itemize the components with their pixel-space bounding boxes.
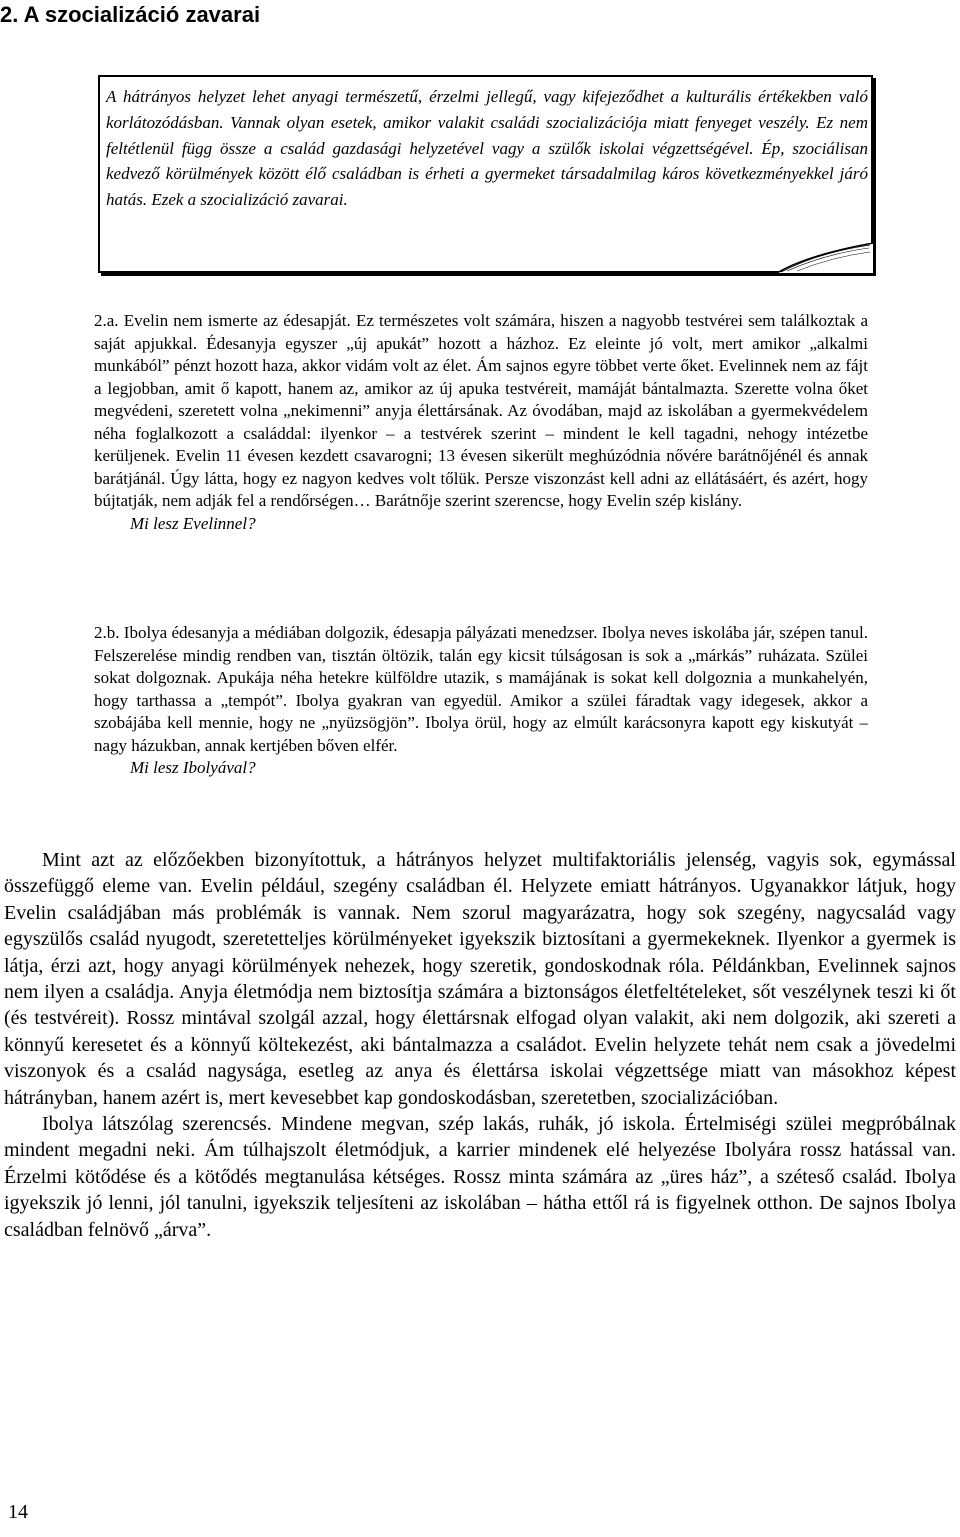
page-number: 14 [8,1501,28,1523]
case-b-paragraph [94,622,868,757]
case-b-title: 2.b. Ibolya édesanyja a médiában dolgozik, édesapja pályázati menedzser. [94,623,598,642]
section-heading: 2. A szocializáció zavarai [0,2,261,27]
case-a-paragraph [94,310,868,513]
callout-text: A hátrányos helyzet lehet anyagi természetű, érzelmi jellegű, vagy kifejeződhet a kulturális értékekben való korlátozódásban. Vannak olyan esetek, amikor valakit családi szocializációja miatt fenyeget veszély. Ez nem feltétlenül függ össze a család gazdasági helyzetével vagy a szülők iskolai végzettségével. Ép, szociálisan kedvező körülmények között élő családban is érheti a gyermeket társadalmilag káros következményekkel járó hatás. Ezek a szocializáció zavarai. [106,87,868,210]
case-b-body: Ibolya neves iskolába jár, szépen tanul. Felszerelése mindig rendben van, tisztán öltözik, talán egy kicsit túlságosan is sok a „márkás” ruházata. Szülei sokat dolgoznak. Apukája néha hetekre külföldre utazik, s mamájának is sokat kell dolgoznia a munkahelyén, hogy tarthassa a „tempót”. Ibolya gyakran van egyedül. Amikor a szülei fáradtak vagy idegesek, akkor a szobájába kell mennie, hogy ne „nyüzsögjön”. Ibolya örül, hogy az elmúlt karácsonyra kapott egy kiskutyát – nagy házukban, annak kertjében bőven elfér. [94,623,868,755]
case-a-title: 2.a. Evelin nem ismerte az édesapját. [94,311,351,330]
main-paragraph-1: Mint azt az előzőekben bizonyítottuk, a hátrányos helyzet multifaktoriális jelenség, vagyis sok, egymással összefüggő eleme van. Evelin például, szegény családban él. Helyzete emiatt hátrányos. Ugyanakkor látjuk, hogy Evelin családjában más problémák is vannak. Nem szorul magyarázatra, hogy sok szegény, nagycsalád vagy egyszülős család nyugodt, szeretetteljes körülményeket igyekszik biztosítani a gyermekeknek. Ilyenkor a gyermek is látja, érzi azt, hogy anyagi körülmények nehezek, hogy szeretik, gondoskodnak róla. Példánkban, Evelinnek sajnos nem ilyen a családja. Anyja életmódja nem biztosítja számára a biztonságos életfeltételeket, sőt veszélynek teszi ki őt (és testvéreit). Rossz mintával szolgál azzal, hogy élettársnak elfogad olyan valakit, aki nem dolgozik, aki szereti a könnyű keresetet és a könnyű költekezést, aki bántalmazza a családot. Evelin helyzete tehát nem csak a jövedelmi viszonyok és a család nagysága, esetleg az anya és élettársa iskolai végzettsége miatt van másokhoz képest hátrányban, hanem azért is, mert kevesebbet kap gondoskodásban, szeretetben, szocializációban. [4,849,956,1109]
case-a-question: Mi lesz Evelinnel? [130,513,256,533]
main-paragraph-2: Ibolya látszólag szerencsés. Mindene megvan, szép lakás, ruhák, jó iskola. Értelmiségi szülei megpróbálnak mindent megadni neki. Ám túlhajszolt életmódjuk, a karrier mindenek elé helyezése Ibolyára rossz hatással van. Érzelmi kötődése és a kötődés megtanulása kétséges. Rossz minta számára az „üres ház”, a széteső család. Ibolya igyekszik jó lenni, jól tanulni, igyekszik teljesíteni az iskolában – hátha ettől rá is figyelnek otthon. De sajnos Ibolya családban felnövő „árva”. [4,1113,956,1241]
page-curl-decoration [777,243,873,273]
main-text [4,847,956,1243]
case-b-question: Mi lesz Ibolyával? [130,758,256,777]
case-study-evelin [94,310,868,535]
case-a-body: Ez természetes volt számára, hiszen a nagyobb testvérei sem találkoztak a saját apjukkal. Édesanyja egyszer „új apukát” hozott a házhoz. Ez eleinte jó volt, mert amikor „alkalmi munkából” pénzt hozott haza, akkor vidám volt az élet. Ám sajnos egyre többet verte őket. Evelinnek nem az fájt a legjobban, amit ő kapott, hanem az, amikor az új apuka testvéreit, mamáját bántalmazta. Szerette volna őket megvédeni, szeretett volna „nekimenni” anyja élettársának. Az óvodában, majd az iskolában a gyermekvédelem néha foglalkozott a családdal: ilyenkor – a testvérek szerint – mindent le kell tagadni, nehogy intézetbe kerüljenek. Evelin 11 évesen kezdett csavarogni; 13 évesen sikerült meghúzódnia nővére barátnőjénél és annak barátjánál. Úgy látta, hogy ez nagyon kedves volt tőlük. Persze viszonzást kell adni az ellátásáért, és azért, hogy bújtatják, nem adják fel a rendőrségen… Barátnője szerint szerencse, hogy Evelin szép kislány. [94,311,868,510]
case-study-ibolya [94,622,868,780]
